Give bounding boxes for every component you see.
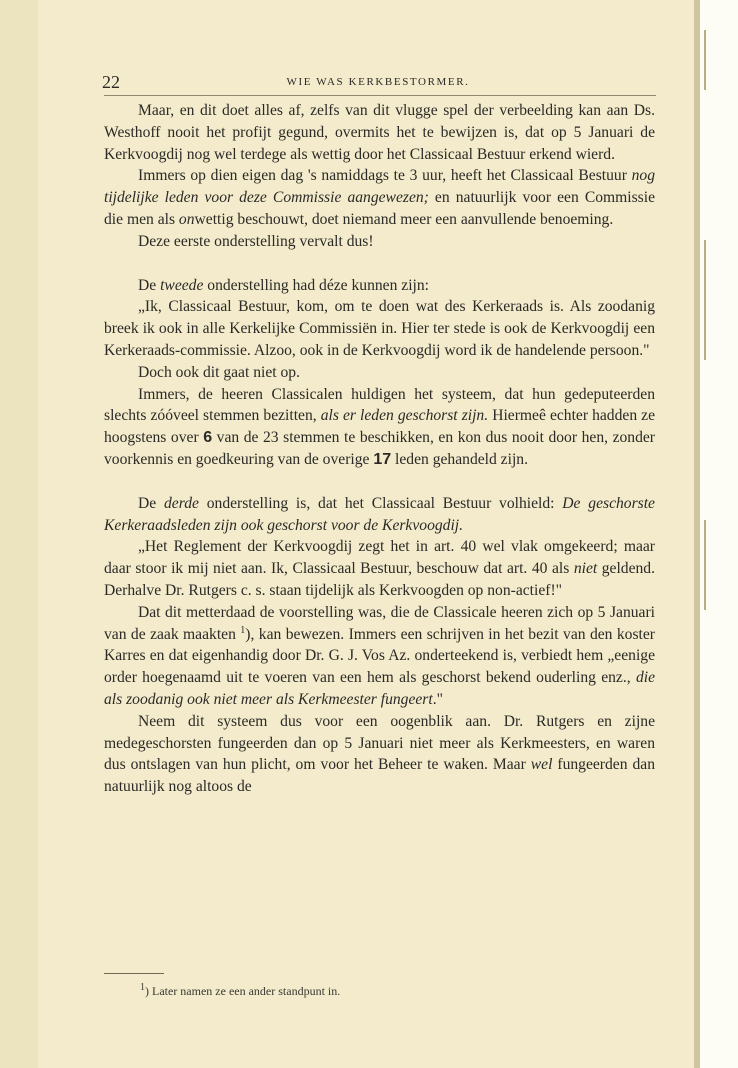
italic-run: wel [530,756,553,774]
paragraph-1: Maar, en dit doet alles af, zelfs van dit vlugge spel der verbeelding kan aan Ds. Westhoff nooit het profijt gegund, overmits het te bewijzen is, dat op 5 Januari de Kerkvoogdij nog wel terdege als wettig door het Classicaal Bestuur erkend wierd. [104,102,655,163]
text-run: wettig beschouwt, doet niemand meer een aanvullende benoeming. [194,210,614,228]
footnote-reference: 1 [240,624,246,636]
paragraph-5: „Ik, Classicaal Bestuur, kom, om te doen wat des Kerkeraads is. Als zoodanig breek ik ook in alle Kerkelijke Commissiën in. Hier ter stede is ook de Kerkvoogdij een Kerkeraads-commissie. Alzoo, ook in de Kerkvoogdij word ik de handelende persoon." [104,298,655,359]
page-number: 22 [102,72,120,92]
text-run: „Het Reglement der Kerkvoogdij zegt het in art. 40 wel vlak omgekeerd; maar daar stoor ik mij niet aan. Ik, Classicaal Bestuur, beschouw dat art. 40 als [104,538,655,578]
italic-run: niet [573,560,598,578]
footnote [140,984,640,999]
paragraph-3: Deze eerste onderstelling vervalt dus! [138,232,374,250]
italic-run: als er leden geschorst zijn. [320,407,489,425]
text-run: en natuurlijk voor een Commissie die men als [104,189,655,228]
bold-number: 6 [203,429,213,447]
paragraph-11 [104,711,655,798]
paragraph-6: Doch ook dit gaat niet op. [138,363,300,381]
italic-run: die als zoodanig ook niet meer als Kerkmeester fungeert [104,669,655,708]
text-run: onderstelling is, dat het Classicaal Bestuur volhield: [198,494,563,512]
paragraph-8 [104,493,655,537]
page-edge-mark [704,240,706,360]
paragraph-2 [104,165,655,230]
text-run: leden gehandeld zijn. [391,450,528,468]
text-run: Immers, de heeren Classicalen huldigen het systeem, dat hun gedeputeerden slechts zóóveel stemmen bezitten, [104,385,655,425]
text-run: De [138,494,164,512]
text-run: onderstelling had déze kunnen zijn: [203,276,429,294]
header-rule [104,95,656,96]
paragraph-4 [104,275,655,297]
body-text [104,100,655,798]
italic-run: derde [163,494,199,512]
footnote-text: ) Later namen ze een ander standpunt in. [145,984,341,998]
page-edge-mark [704,520,706,610]
text-run: Neem dit systeem dus voor een oogenblik aan. Dr. Rutgers en zijne medegeschorsten fungeerden dan op 5 Januari niet meer als Kerkmeesters, en waren dus ontslagen van hun plicht, om voor het Beheer te waken. Maar [104,712,655,774]
page-edge-mark [704,30,706,90]
text-run: geldend. Derhalve Dr. Rutgers c. s. staan tijdelijk als Kerkvoogden op non-actief!" [104,560,655,599]
paragraph-9 [104,536,655,601]
text-run: ), kan bewezen. Immers een schrijven in het bezit van den koster Karres en dat eigenhandig door Dr. G. J. Vos Az. onderteekend is, verbiedt hem „eenige order hoegenaamd uit te voeren van een hem als geschorst bekend ouderling enz., [104,625,655,687]
italic-run: on [178,210,195,228]
paragraph-7 [104,384,655,471]
footnote-mark: 1 [140,982,145,993]
paragraph-10 [104,602,655,711]
text-run: ." [432,690,443,708]
bold-number: 17 [373,450,392,468]
running-title: WIE WAS KERKBESTORMER. [286,76,470,88]
text-run: Immers op dien eigen dag 's namiddags te 3 uur, heeft het Classicaal Bestuur [138,167,632,185]
italic-run: tweede [160,276,204,294]
page-header [100,70,656,94]
italic-run: De geschorste Kerkeraadsleden zijn ook geschorst voor de Kerkvoogdij. [104,494,655,534]
text-run: Dat dit metterdaad de voorstelling was, die de Classicale heeren zich op 5 Januari van de zaak maakten [104,603,655,643]
footnote-rule [104,973,164,974]
text-run: van de 23 stemmen te beschikken, en kon dus nooit door hen, zonder voorkennis en goedkeuring van de overige [104,429,655,468]
text-run: fungeerden dan natuurlijk nog altoos de [104,756,655,796]
italic-run: nog tijdelijke leden voor deze Commissie aangewezen; [104,167,655,207]
text-run: De [138,276,161,294]
text-run: Hiermeê echter hadden ze hoogstens over [104,407,656,447]
